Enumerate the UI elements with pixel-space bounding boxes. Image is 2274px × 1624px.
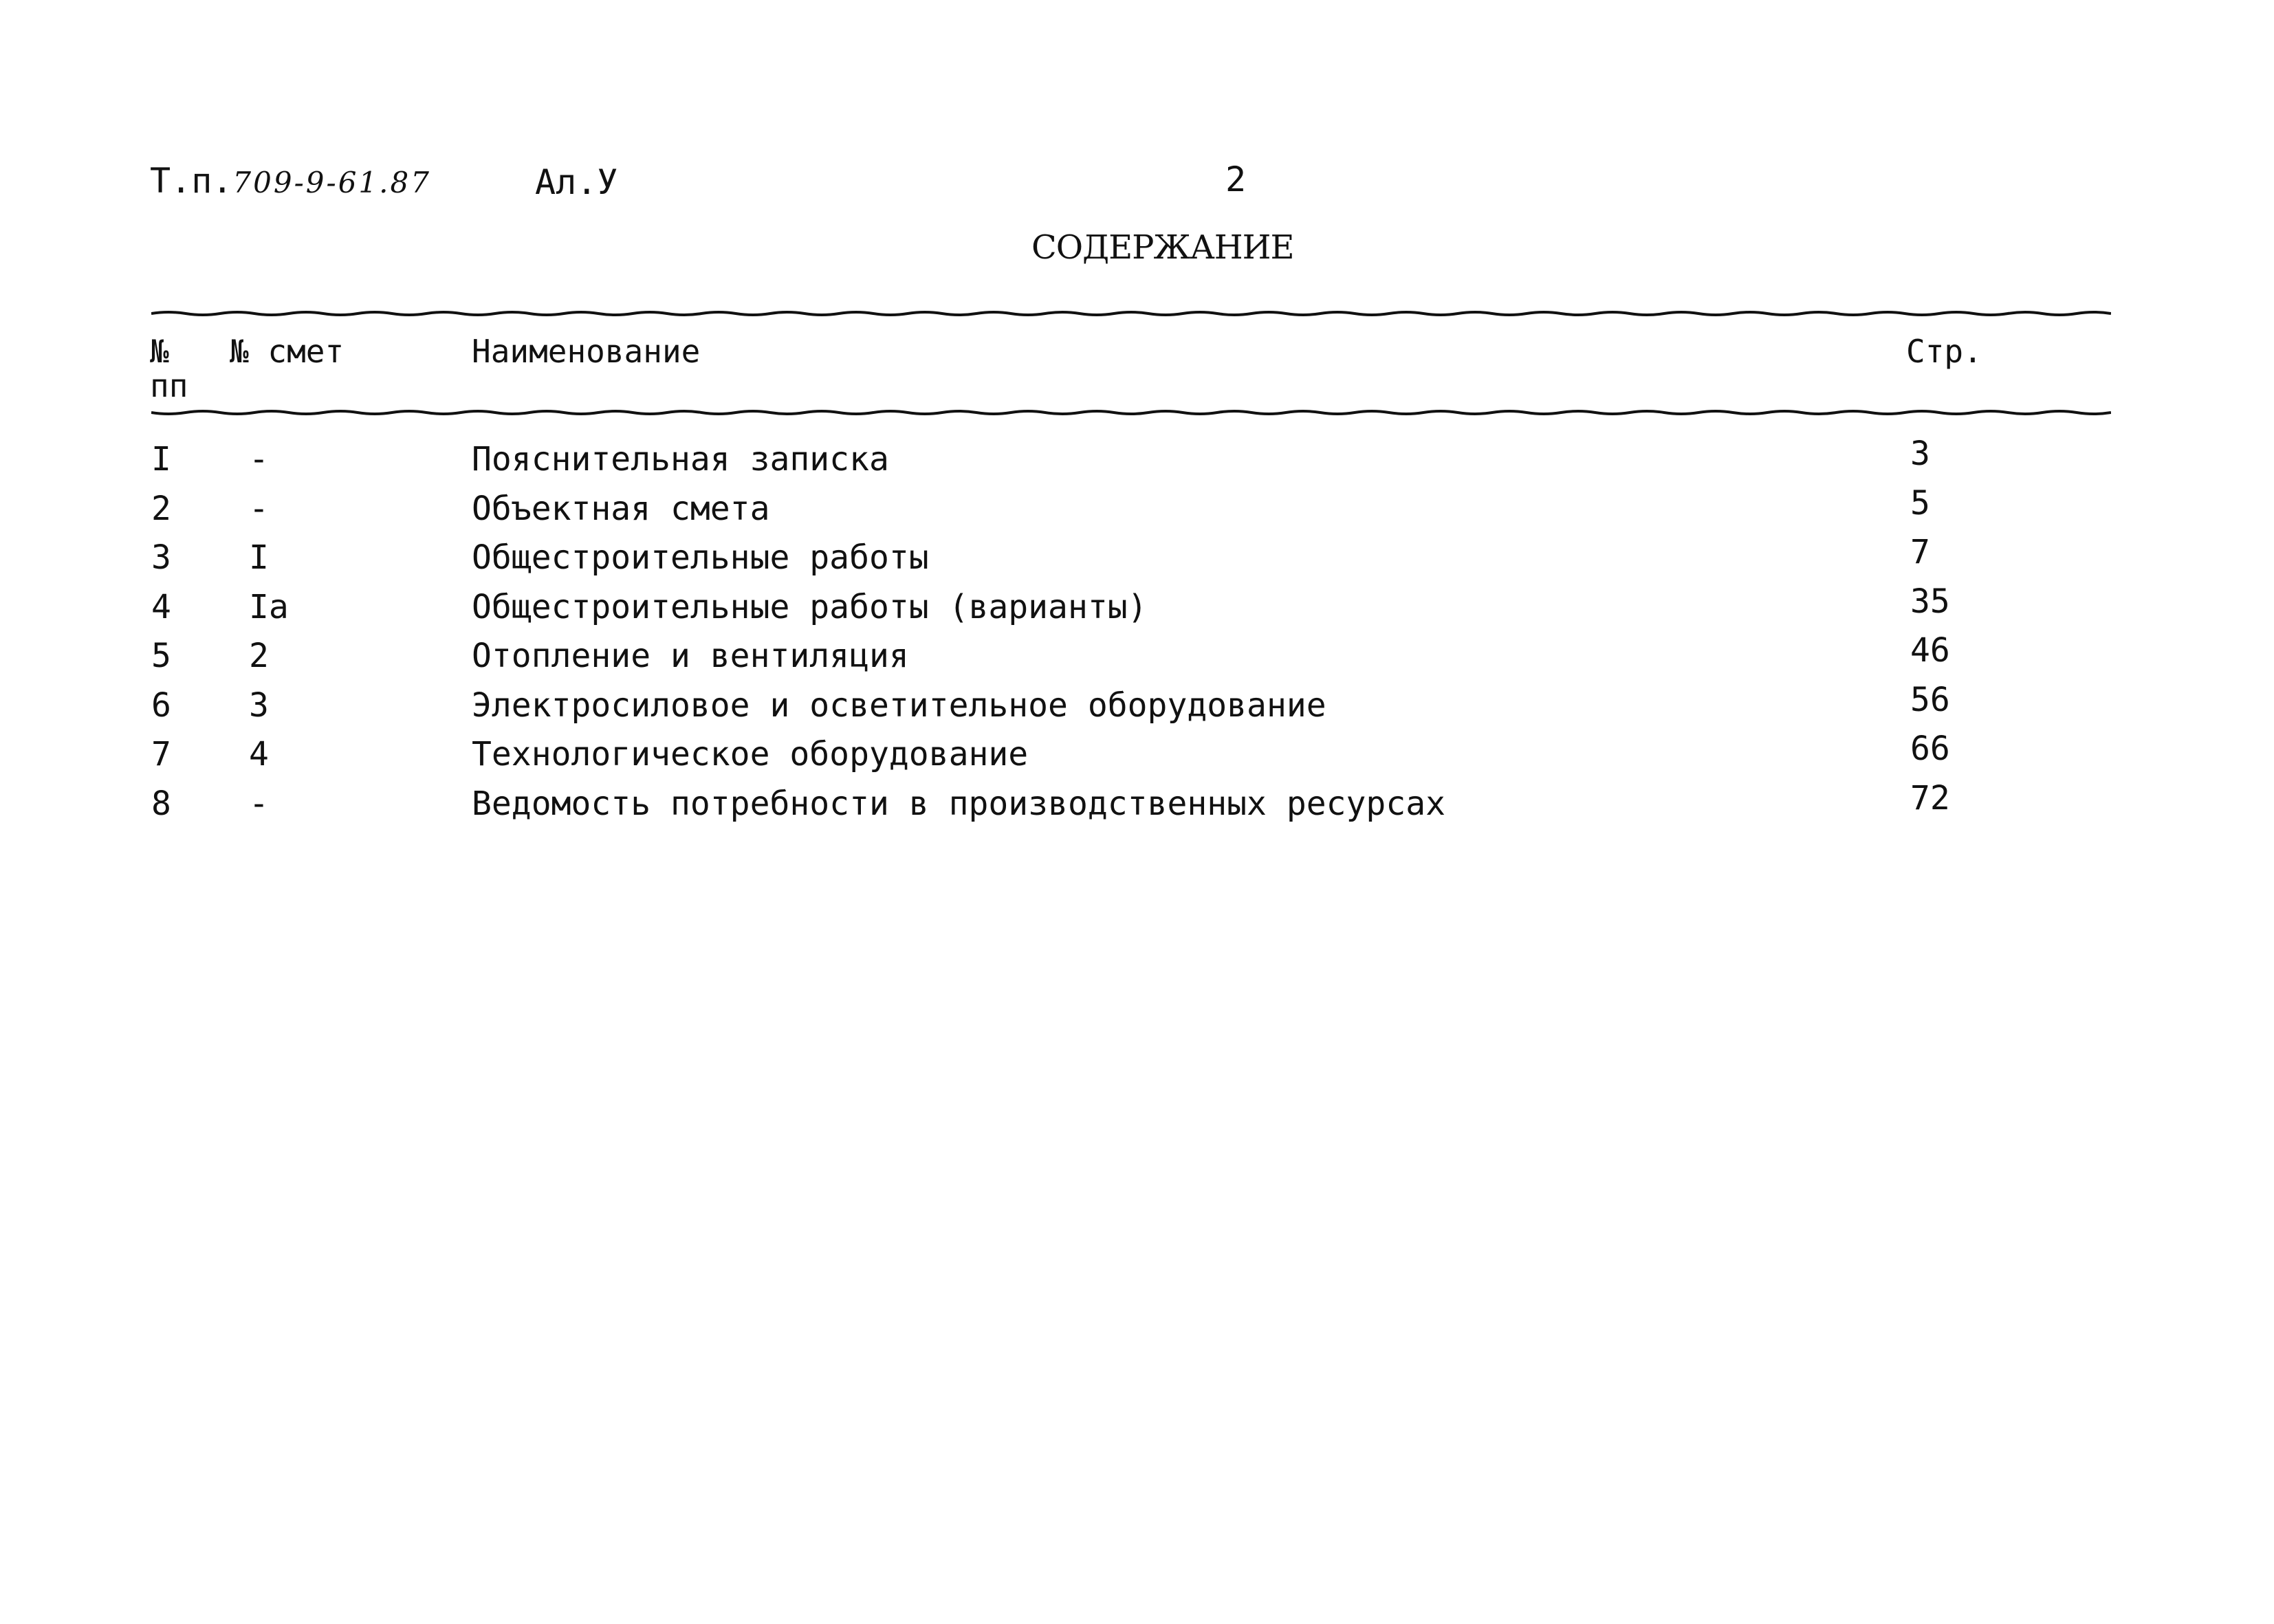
row-estimate-number: - <box>249 489 269 528</box>
column-header-number-line2: пп <box>150 367 188 404</box>
document-code-handwritten: 709-9-61.87 <box>232 166 431 199</box>
table-header-rule <box>151 408 2111 418</box>
table-row <box>0 483 2274 539</box>
table-row <box>0 582 2274 637</box>
table-row <box>0 631 2274 686</box>
column-header-number-line1: № <box>150 333 169 370</box>
row-name: Электросиловое и осветительное оборудование <box>472 685 1326 725</box>
row-number: 2 <box>151 489 171 528</box>
contents-table-body <box>0 435 2274 833</box>
row-page: 56 <box>1910 680 1950 719</box>
table-row <box>0 435 2274 490</box>
table-top-rule <box>151 309 2111 319</box>
row-estimate-number: 3 <box>249 685 269 725</box>
row-estimate-number: - <box>249 440 269 479</box>
row-page: 7 <box>1910 533 1930 571</box>
row-number: 5 <box>151 637 171 675</box>
row-estimate-number: - <box>249 784 269 823</box>
table-row <box>0 729 2274 784</box>
page-number: 2 <box>1225 160 1247 199</box>
row-name: Ведомость потребности в производственных ресурсах <box>472 784 1446 823</box>
row-number: 8 <box>151 784 171 823</box>
row-estimate-number: I <box>249 538 269 577</box>
row-page: 5 <box>1910 483 1930 523</box>
row-number: 7 <box>151 735 171 773</box>
row-number: 4 <box>151 587 171 626</box>
row-estimate-number: Iа <box>249 587 289 626</box>
column-header-name: Наименование <box>472 333 701 370</box>
document-code <box>150 161 431 201</box>
row-page: 3 <box>1910 435 1930 473</box>
row-estimate-number: 2 <box>249 637 269 675</box>
row-name: Общестроительные работы (варианты) <box>472 587 1148 626</box>
row-estimate-number: 4 <box>249 735 269 773</box>
page-title: СОДЕРЖАНИЕ <box>1031 228 1294 267</box>
table-row <box>0 680 2274 736</box>
row-page: 66 <box>1910 729 1950 768</box>
row-page: 46 <box>1910 631 1950 670</box>
row-name: Общестроительные работы <box>472 538 929 577</box>
column-header-page: Стр. <box>1906 333 1982 370</box>
row-name: Отопление и вентиляция <box>472 637 909 675</box>
row-page: 72 <box>1910 778 1950 818</box>
table-row <box>0 778 2274 834</box>
row-name: Объектная смета <box>472 489 770 528</box>
row-number: 6 <box>151 685 171 725</box>
album-label: Ал.У <box>535 162 618 202</box>
column-header-estimate-number: № смет <box>230 333 345 370</box>
document-code-prefix: Т.п. <box>150 161 233 201</box>
table-row <box>0 533 2274 588</box>
row-name: Технологическое оборудование <box>472 735 1029 773</box>
column-header-number <box>150 333 188 404</box>
row-page: 35 <box>1910 582 1950 621</box>
row-number: I <box>151 440 171 479</box>
row-number: 3 <box>151 538 171 577</box>
row-name: Пояснительная записка <box>472 440 889 479</box>
